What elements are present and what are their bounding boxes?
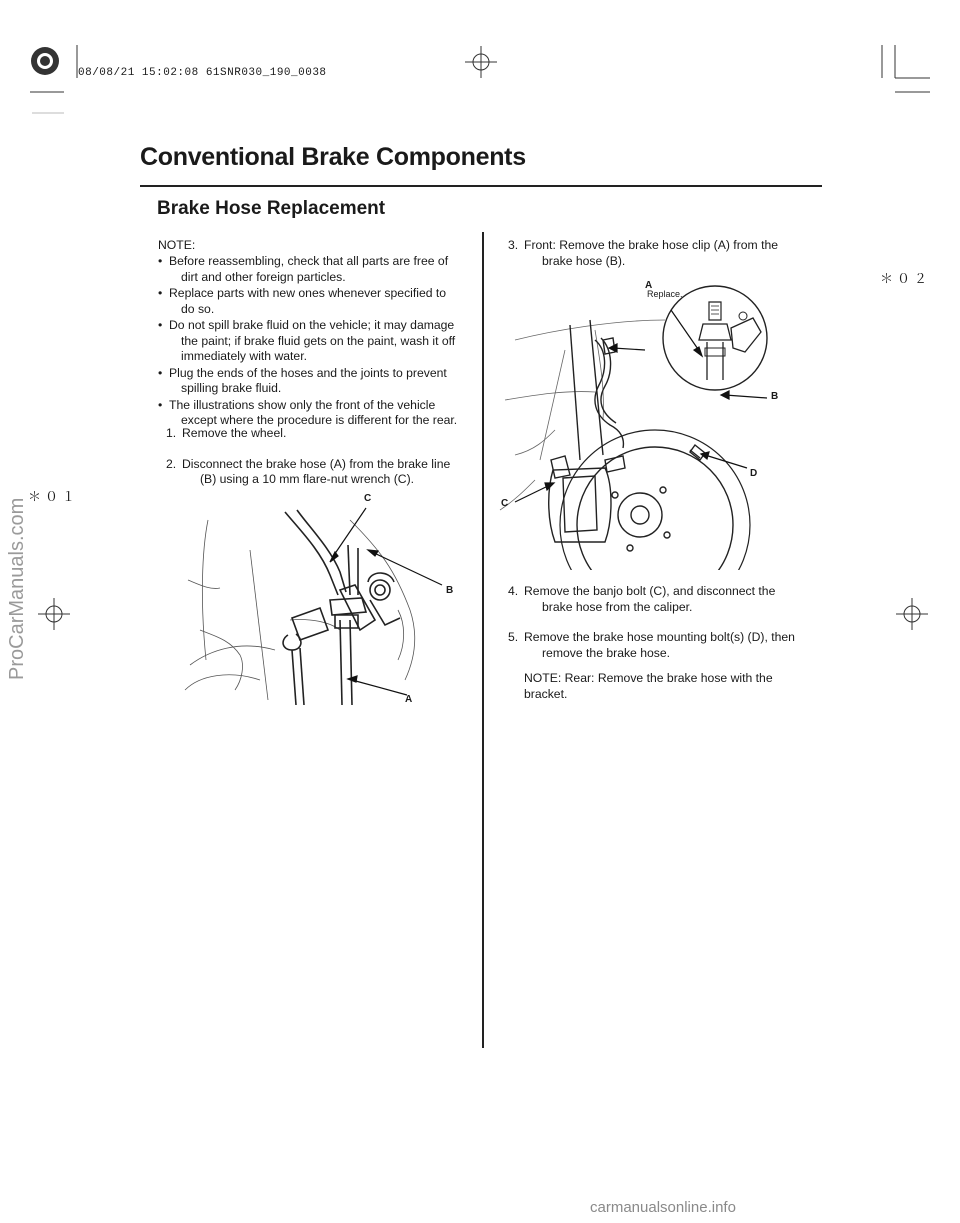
footer-site: carmanualsonline.info [590, 1199, 736, 1216]
step5-note: NOTE: Rear: Remove the brake hose with the bracket. [524, 671, 773, 701]
subsection-title: Brake Hose Replacement [157, 198, 386, 219]
fig2-label-d: D [750, 468, 758, 479]
note-bullet-list [158, 254, 470, 430]
watermark: ProCarManuals.com [6, 497, 28, 680]
step-item: 4. Remove the banjo bolt (C), and disconnect the brake hose from the caliper. [508, 584, 776, 614]
steps-right-top [508, 238, 808, 284]
note-bullet: • The illustrations show only the front of the vehicle except where the procedure is different for the rear. [158, 397, 458, 427]
note-heading: NOTE: [158, 238, 196, 252]
fig1-label-c: C [364, 493, 372, 504]
note-bullet: • Before reassembling, check that all parts are free of dirt and other foreign particles. [158, 254, 449, 284]
note-bullet: • Plug the ends of the hoses and the joints to prevent spilling brake fluid. [158, 365, 447, 395]
figure-caliper-hose-clip [495, 280, 795, 570]
note-bullet: • Do not spill brake fluid on the vehicle; it may damage the paint; if brake fluid gets on the paint, wash it off immediately with water. [158, 318, 456, 363]
step-item: 3. Front: Remove the brake hose clip (A) from the brake hose (B). [508, 238, 779, 268]
fig1-label-b: B [446, 585, 454, 596]
step-item: 1. Remove the wheel. [166, 426, 287, 440]
step-item: 2. Disconnect the brake hose (A) from the brake line (B) using a 10 mm flare-nut wrench (C). [166, 456, 451, 486]
figure-brake-line-disconnect [180, 490, 470, 710]
step-item: 5. Remove the brake hose mounting bolt(s) (D), then remove the brake hose. [508, 630, 795, 660]
print-timestamp: 08/08/21 15:02:08 61SNR030_190_0038 [78, 67, 327, 79]
column-divider [482, 232, 484, 1048]
note-bullet: • Replace parts with new ones whenever specified to do so. [158, 286, 447, 316]
side-mark-left: ＊０１ [28, 490, 80, 505]
fig2-label-b: B [771, 391, 779, 402]
section-title: Conventional Brake Components [140, 143, 526, 171]
side-mark-right: ＊０２ [880, 272, 932, 287]
fig2-label-a: A [645, 280, 653, 291]
fig1-label-a: A [405, 694, 413, 705]
steps-right-bottom [508, 584, 808, 676]
title-rule [140, 185, 822, 187]
fig2-label-a-replace: Replace. [647, 289, 683, 299]
registration-target-icon [31, 47, 59, 75]
fig2-label-c: C [501, 498, 509, 509]
